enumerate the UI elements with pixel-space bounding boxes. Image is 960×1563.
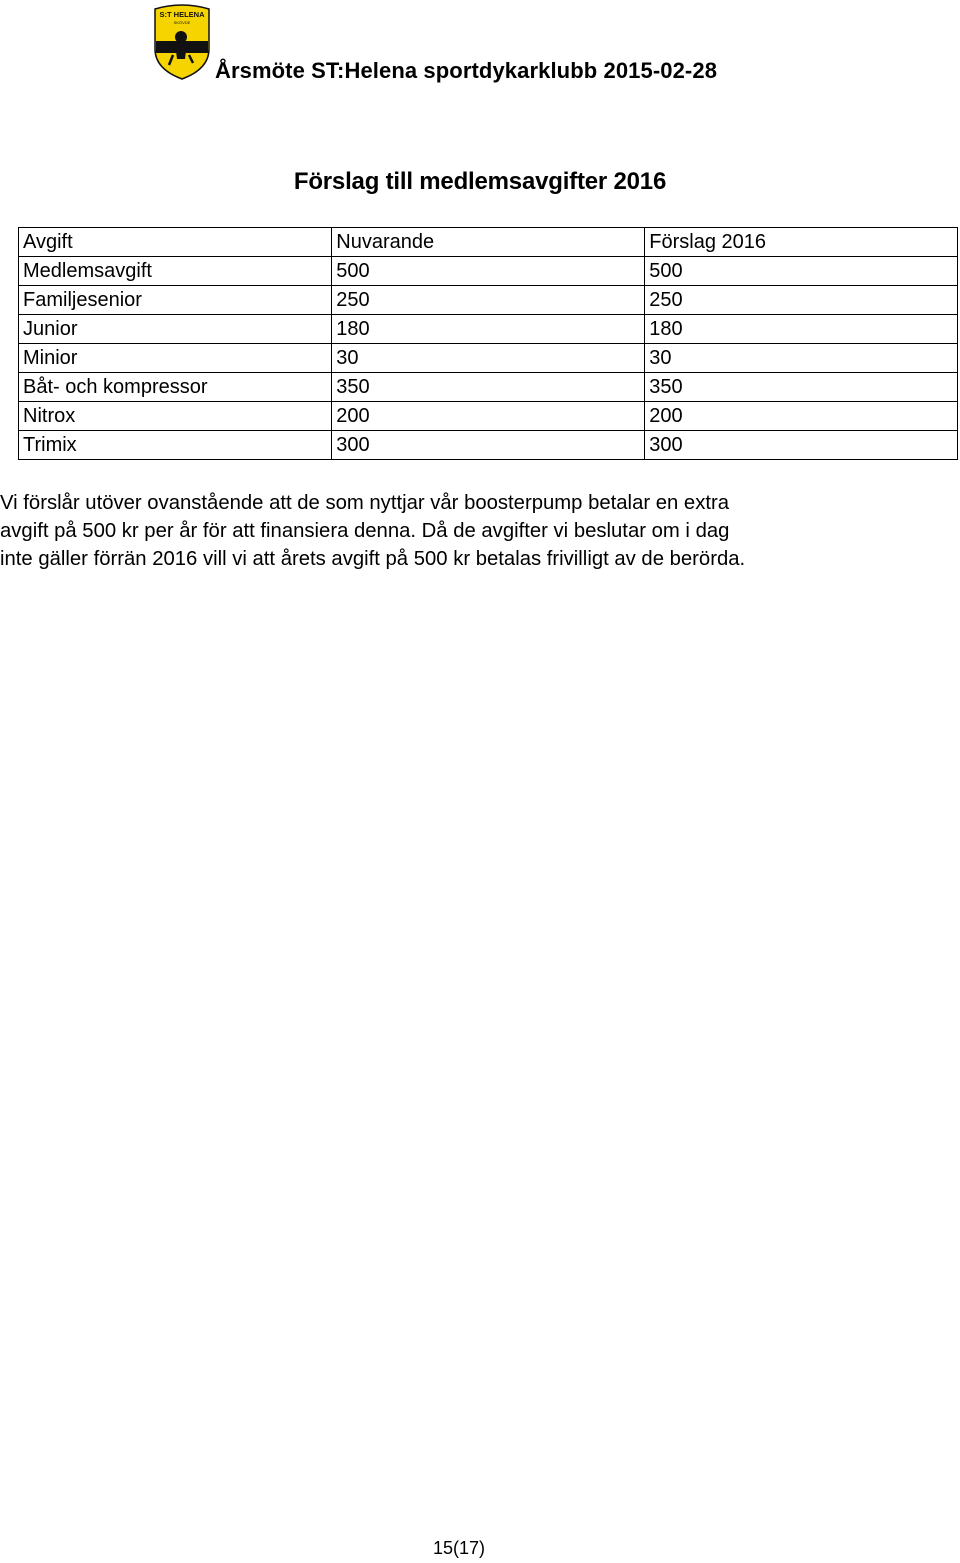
current-value-cell: 300 bbox=[332, 431, 645, 460]
current-value-cell: 180 bbox=[332, 315, 645, 344]
column-header-proposal: Förslag 2016 bbox=[645, 228, 958, 257]
current-value-cell: 500 bbox=[332, 257, 645, 286]
proposal-value-cell: 350 bbox=[645, 373, 958, 402]
fee-name-cell: Trimix bbox=[19, 431, 332, 460]
table-row bbox=[19, 402, 958, 431]
current-value-cell: 250 bbox=[332, 286, 645, 315]
current-value-cell: 200 bbox=[332, 402, 645, 431]
fee-name-cell: Båt- och kompressor bbox=[19, 373, 332, 402]
fee-name-cell: Familjesenior bbox=[19, 286, 332, 315]
table-header-row bbox=[19, 228, 958, 257]
table-row bbox=[19, 315, 958, 344]
proposal-value-cell: 200 bbox=[645, 402, 958, 431]
header-title: Årsmöte ST:Helena sportdykarklubb 2015-02-28 bbox=[215, 58, 718, 83]
current-value-cell: 30 bbox=[332, 344, 645, 373]
fee-name-cell: Minior bbox=[19, 344, 332, 373]
column-header-current: Nuvarande bbox=[332, 228, 645, 257]
table-row bbox=[19, 257, 958, 286]
proposal-value-cell: 250 bbox=[645, 286, 958, 315]
proposal-value-cell: 300 bbox=[645, 431, 958, 460]
table-row bbox=[19, 373, 958, 402]
fee-name-cell: Nitrox bbox=[19, 402, 332, 431]
note-line: avgift på 500 kr per år för att finansiera denna. Då de avgifter vi beslutar om i dag bbox=[0, 520, 730, 542]
note-line: Vi förslår utöver ovanstående att de som nyttjar vår boosterpump betalar en extra bbox=[0, 492, 730, 514]
fee-name-cell: Junior bbox=[19, 315, 332, 344]
table-row bbox=[19, 344, 958, 373]
proposal-note bbox=[0, 489, 960, 573]
table-row bbox=[19, 286, 958, 315]
proposal-value-cell: 30 bbox=[645, 344, 958, 373]
note-line: inte gäller förrän 2016 vill vi att årets avgift på 500 kr betalas frivilligt av de berörda. bbox=[0, 548, 746, 570]
current-value-cell: 350 bbox=[332, 373, 645, 402]
table-row bbox=[19, 431, 958, 460]
column-header-fee: Avgift bbox=[19, 228, 332, 257]
fee-name-cell: Medlemsavgift bbox=[19, 257, 332, 286]
svg-text:S:T HELENA: S:T HELENA bbox=[159, 10, 205, 19]
proposal-value-cell: 180 bbox=[645, 315, 958, 344]
fees-table bbox=[18, 227, 958, 460]
proposal-value-cell: 500 bbox=[645, 257, 958, 286]
club-logo bbox=[151, 3, 213, 81]
document-title: Förslag till medlemsavgifter 2016 bbox=[293, 168, 667, 195]
page-number: 15(17) bbox=[432, 1538, 486, 1558]
svg-text:SKÖVDE: SKÖVDE bbox=[173, 20, 191, 25]
